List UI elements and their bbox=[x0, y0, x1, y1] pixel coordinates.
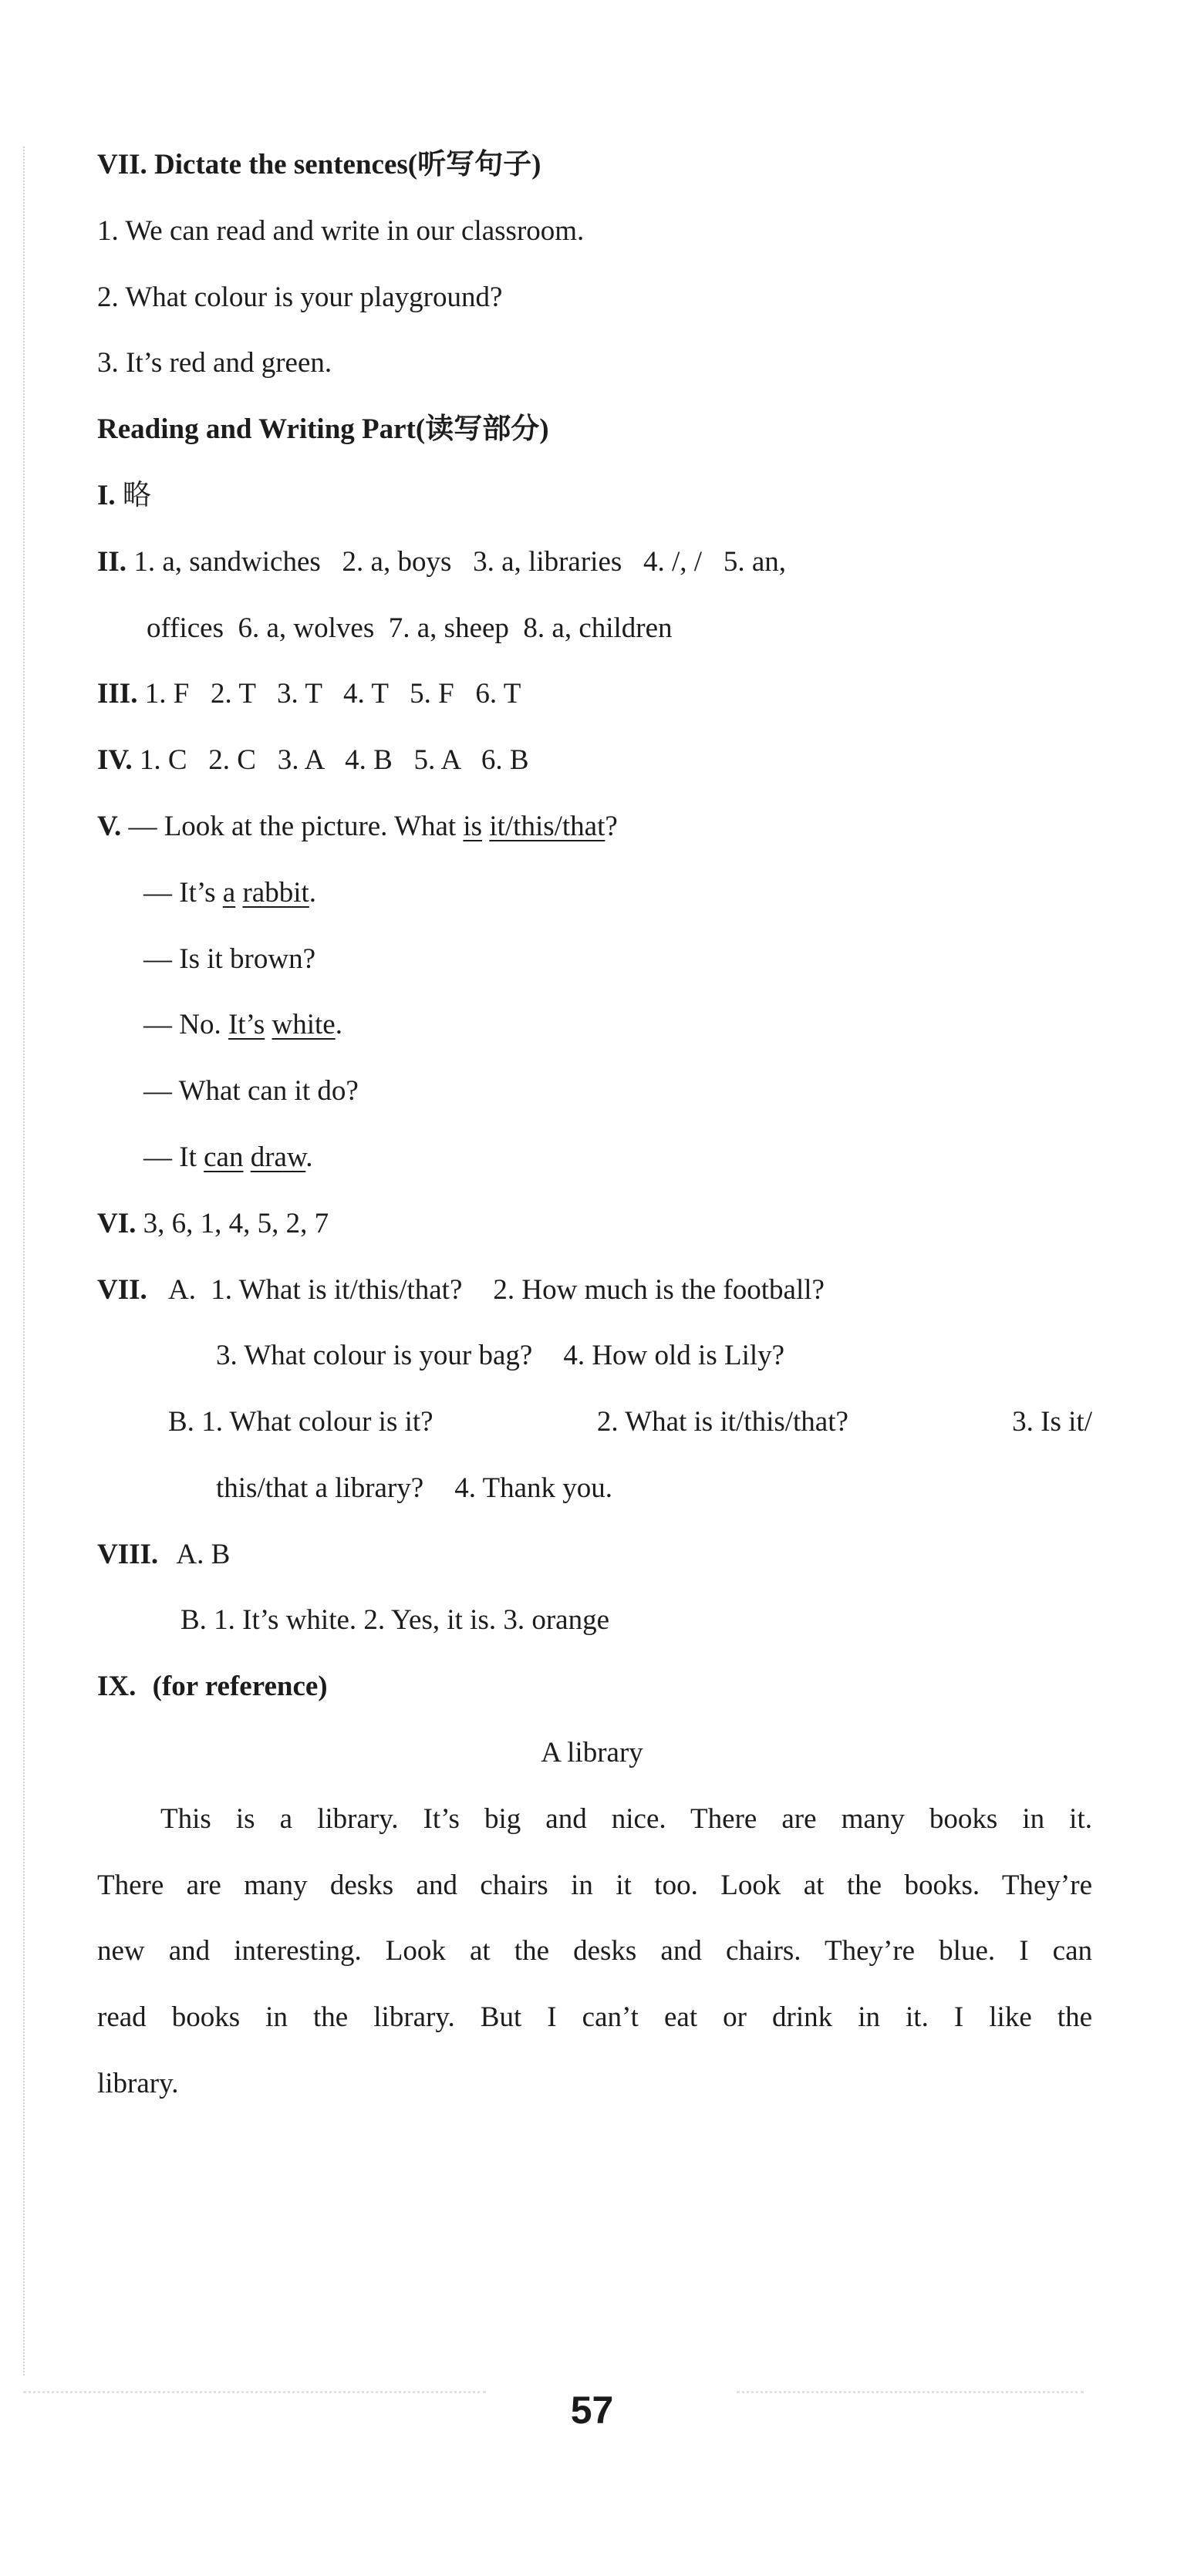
blank-answer: white bbox=[272, 1009, 336, 1040]
section-heading-reading-writing: Reading and Writing Part(读写部分) bbox=[97, 413, 549, 445]
question-7-row-3 bbox=[168, 1404, 1092, 1441]
blank-answer: draw bbox=[250, 1141, 306, 1173]
essay-line: This is a library. It’s big and nice. There are many books in it. bbox=[160, 1803, 1092, 1835]
question-7-row-1 bbox=[97, 1272, 825, 1309]
dictation-sentence: 2. What colour is your playground? bbox=[97, 282, 503, 313]
answer-text: 3. What colour is your bag? bbox=[216, 1340, 533, 1371]
question-number: III. bbox=[97, 678, 138, 710]
question-9 bbox=[97, 1668, 328, 1705]
question-5-line-4 bbox=[143, 1006, 342, 1044]
question-3 bbox=[97, 676, 521, 713]
answer-text: 1. F 2. T 3. T 4. T 5. F 6. T bbox=[144, 678, 521, 710]
question-5-line-5: — What can it do? bbox=[143, 1075, 359, 1107]
page-margin-line bbox=[23, 147, 25, 2375]
question-2 bbox=[97, 544, 1092, 581]
answer-text: 3. Is it/ bbox=[1012, 1406, 1092, 1438]
essay-line: There are many desks and chairs in it too. Look at the books. They’re bbox=[97, 1870, 1092, 1901]
page-number: 57 bbox=[570, 2389, 614, 2432]
answer-text: 1. What colour is it? bbox=[201, 1406, 433, 1438]
punctuation: . bbox=[335, 1009, 342, 1040]
answer-text: 1. What is it/this/that? bbox=[211, 1274, 463, 1306]
question-4 bbox=[97, 742, 529, 779]
blank-answer: it/this/that bbox=[489, 811, 605, 842]
question-7-row-2 bbox=[216, 1337, 784, 1374]
part-label: B. bbox=[168, 1406, 194, 1438]
dialogue-text: — No. bbox=[143, 1009, 228, 1040]
question-number: V. bbox=[97, 811, 122, 842]
question-6 bbox=[97, 1205, 329, 1242]
answer-text: 2. What is it/this/that? bbox=[596, 1406, 848, 1438]
essay-line: read books in the library. But I can’t eat or drink in it. I like the bbox=[97, 2001, 1092, 2033]
dictation-sentence: 3. It’s red and green. bbox=[97, 347, 332, 379]
answer-text: 3, 6, 1, 4, 5, 2, 7 bbox=[143, 1208, 329, 1239]
answer-text: 4. Thank you. bbox=[454, 1472, 613, 1504]
punctuation: . bbox=[305, 1141, 313, 1173]
blank-answer: It’s bbox=[228, 1009, 265, 1040]
blank-answer: is bbox=[463, 811, 483, 842]
answer-text: 4. How old is Lily? bbox=[563, 1340, 785, 1371]
question-number: II. bbox=[97, 546, 127, 578]
dialogue-text: — It’s bbox=[143, 877, 223, 909]
answer-text: A. B bbox=[176, 1539, 231, 1570]
question-5-line-3: — Is it brown? bbox=[143, 943, 315, 975]
answer-text: 1. C 2. C 3. A 4. B 5. A 6. B bbox=[139, 744, 529, 776]
question-number: IX. bbox=[97, 1671, 137, 1702]
dictation-sentence: 1. We can read and write in our classroom. bbox=[97, 215, 585, 247]
answer-text: 略 bbox=[122, 480, 151, 511]
question-1 bbox=[97, 477, 151, 514]
question-5-line-2 bbox=[143, 875, 316, 912]
question-number: VIII. bbox=[97, 1539, 159, 1570]
blank-answer: a bbox=[222, 877, 236, 909]
question-number: VII. bbox=[97, 1274, 147, 1306]
question-5-line-6 bbox=[143, 1139, 313, 1176]
blank-answer: can bbox=[204, 1141, 244, 1173]
question-number: VI. bbox=[97, 1208, 137, 1239]
part-label: A. bbox=[168, 1274, 197, 1306]
question-2-continued: offices 6. a, wolves 7. a, sheep 8. a, children bbox=[147, 612, 673, 644]
answer-text: 1. a, sandwiches 2. a, boys 3. a, libraries 4. /, / 5. an, bbox=[133, 546, 787, 578]
dialogue-text: — Look at the picture. What bbox=[128, 811, 464, 842]
section-heading-dictation: VII. Dictate the sentences(听写句子) bbox=[97, 149, 541, 180]
question-number: IV. bbox=[97, 744, 133, 776]
answer-group bbox=[168, 1404, 433, 1441]
question-8-part-b: B. 1. It’s white. 2. Yes, it is. 3. orange bbox=[180, 1604, 610, 1636]
question-number: I. bbox=[97, 480, 116, 511]
blank-answer: rabbit bbox=[242, 877, 309, 909]
reference-note: (for reference) bbox=[152, 1671, 328, 1702]
punctuation: ? bbox=[605, 811, 618, 842]
punctuation: . bbox=[309, 877, 317, 909]
essay-line: library. bbox=[97, 2068, 179, 2099]
dialogue-text: — It bbox=[143, 1141, 204, 1173]
question-5-line-1 bbox=[97, 808, 618, 845]
essay-line: new and interesting. Look at the desks and chairs. They’re blue. I can bbox=[97, 1935, 1092, 1967]
answer-text: 2. How much is the football? bbox=[493, 1274, 825, 1306]
question-8 bbox=[97, 1536, 230, 1573]
essay-title: A library bbox=[541, 1737, 643, 1768]
answer-text: this/that a library? bbox=[216, 1472, 424, 1504]
question-7-row-4 bbox=[216, 1470, 612, 1507]
